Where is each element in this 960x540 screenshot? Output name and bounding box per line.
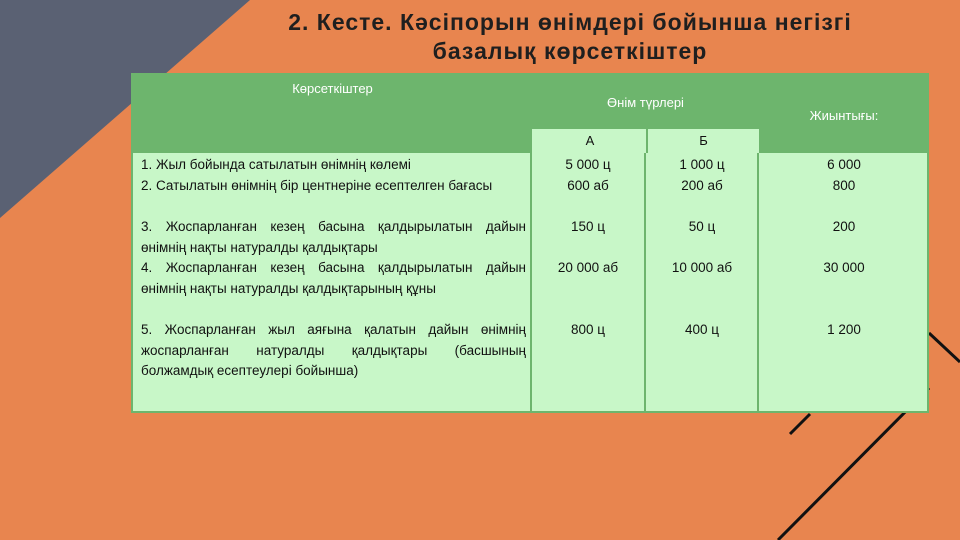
diagonal-line-right xyxy=(929,333,960,362)
row-indicator: 3. Жоспарланған кезең басына қалдырылатын дайын өнімнің нақты натуралды қалдықтары xyxy=(141,219,526,255)
row-indicator: 1. Жыл бойында сатылатын өнімнің көлемі xyxy=(141,157,411,172)
row-indicator: 5. Жоспарланған жыл аяғына қалатын дайын өнімнің жоспарланған натуралды қалдықтары (басшының болжамдық есептеулері бойынша) xyxy=(141,322,526,378)
row-value-a: 150 ц xyxy=(570,219,605,234)
row-value-b: 200 аб xyxy=(681,178,723,193)
row-value-a: 800 ц xyxy=(570,322,605,337)
row-value-total: 800 xyxy=(832,178,856,193)
header-product-types xyxy=(532,75,759,127)
row-value-a: 5 000 ц xyxy=(565,157,611,172)
row-indicator: 4. Жоспарланған кезең басына қалдырылатын дайын өнімнің нақты натуралды қалдықтарының құны xyxy=(141,260,526,296)
slide-title xyxy=(150,8,960,66)
title-line-2: базалық көрсеткіштер xyxy=(432,38,708,64)
row-value-total: 200 xyxy=(832,219,856,234)
row-value-b: 50 ц xyxy=(688,219,716,234)
header-product-types-label: Өнім түрлері xyxy=(607,95,684,110)
header-total xyxy=(759,75,929,153)
header-indicators xyxy=(133,75,532,153)
row-value-total: 6 000 xyxy=(827,157,861,172)
diagonal-line-stub xyxy=(790,414,810,434)
title-line-1: 2. Кесте. Кәсіпорын өнімдері бойынша негізгі xyxy=(288,9,852,35)
row-value-b: 400 ц xyxy=(684,322,719,337)
header-total-label: Жиынтығы: xyxy=(809,108,879,123)
indicators-table xyxy=(131,73,929,413)
subheader-divider xyxy=(646,127,648,153)
header-indicators-label: Көрсеткіштер xyxy=(292,81,373,96)
row-indicator: 2. Сатылатын өнімнің бір центнеріне есептелген бағасы xyxy=(141,178,493,193)
subheader-a: А xyxy=(534,129,646,153)
row-value-a: 20 000 аб xyxy=(557,260,619,275)
row-value-b: 1 000 ц xyxy=(679,157,725,172)
row-value-b: 10 000 аб xyxy=(671,260,733,275)
subheader-b: Б xyxy=(648,129,759,153)
row-value-total: 30 000 xyxy=(823,260,865,275)
row-value-a: 600 аб xyxy=(567,178,609,193)
row-value-total: 1 200 xyxy=(827,322,861,337)
